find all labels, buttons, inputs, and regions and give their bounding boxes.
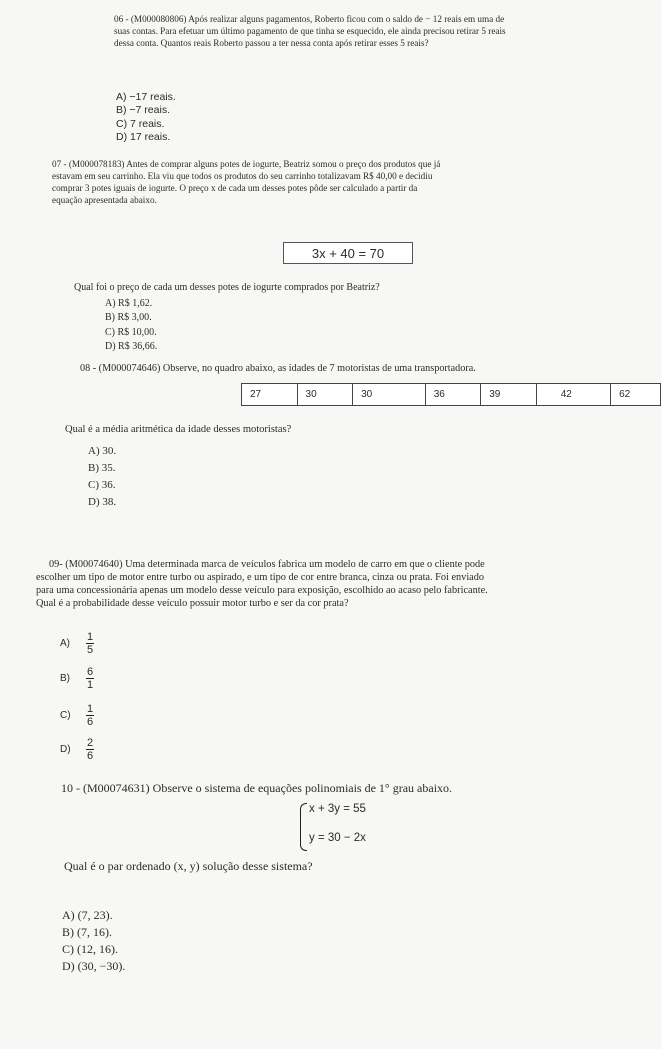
q07-option-a: A) R$ 1,62. bbox=[105, 298, 153, 309]
q09-statement-line1: 09- (M00074640) Uma determinada marca de veículos fabrica um modelo de carro em que o cliente pode bbox=[49, 559, 485, 570]
q07-question: Qual foi o preço de cada um desses potes de iogurte comprados por Beatriz? bbox=[74, 282, 380, 293]
q07-equation-box: 3x + 40 = 70 bbox=[283, 242, 413, 264]
q06-option-d: D) 17 reais. bbox=[116, 131, 171, 143]
age-cell: 30 bbox=[297, 384, 353, 406]
q09-option-b-label: B) bbox=[60, 673, 70, 684]
q07-option-b: B) R$ 3,00. bbox=[105, 312, 152, 323]
ages-row bbox=[242, 384, 661, 406]
q06-statement-line1: 06 - (M000080806) Após realizar alguns pagamentos, Roberto ficou com o saldo de − 12 reais em uma de bbox=[114, 14, 505, 24]
q08-option-d: D) 38. bbox=[88, 496, 117, 508]
age-cell: 62 bbox=[611, 384, 661, 406]
q07-statement-line2: estavam em seu carrinho. Ela viu que todos os produtos do seu carrinho totalizavam R$ 40,00 e decidiu bbox=[52, 171, 433, 181]
numerator: 1 bbox=[87, 631, 94, 643]
denominator: 1 bbox=[87, 679, 94, 691]
q10-option-c: C) (12, 16). bbox=[62, 942, 118, 956]
q08-option-a: A) 30. bbox=[88, 445, 117, 457]
q07-option-c: C) R$ 10,00. bbox=[105, 327, 157, 338]
q09-statement-line2: escolher um tipo de motor entre turbo ou aspirado, e um tipo de cor entre branca, cinza ou prata. Foi enviado bbox=[36, 572, 485, 583]
q10-option-d: D) (30, −30). bbox=[62, 959, 126, 973]
q09-option-c-fraction bbox=[86, 703, 94, 728]
q08-option-c: C) 36. bbox=[88, 479, 116, 491]
denominator: 5 bbox=[87, 644, 94, 656]
q07-statement-line1: 07 - (M000078183) Antes de comprar alguns potes de iogurte, Beatriz somou o preço dos produtos que já bbox=[52, 159, 441, 169]
q08-question: Qual é a média aritmética da idade desses motoristas? bbox=[65, 424, 292, 435]
q10-question: Qual é o par ordenado (x, y) solução desse sistema? bbox=[64, 859, 313, 873]
q06-statement-line2: suas contas. Para efetuar um último pagamento de que tinha se esquecido, ele ainda precisou retirar 5 reais bbox=[114, 26, 506, 36]
numerator: 6 bbox=[87, 666, 94, 678]
q07-statement-line4: equação apresentada abaixo. bbox=[52, 195, 157, 205]
q10-equation-2: y = 30 − 2x bbox=[309, 832, 366, 844]
numerator: 2 bbox=[87, 737, 94, 749]
q10-statement: 10 - (M00074631) Observe o sistema de equações polinomiais de 1° grau abaixo. bbox=[61, 781, 453, 795]
q06-option-c: C) 7 reais. bbox=[116, 118, 165, 130]
q10-option-a: A) (7, 23). bbox=[62, 908, 113, 922]
system-brace bbox=[300, 803, 307, 851]
denominator: 6 bbox=[87, 750, 94, 762]
q10-option-b: B) (7, 16). bbox=[62, 925, 112, 939]
denominator: 6 bbox=[87, 716, 94, 728]
q08-option-b: B) 35. bbox=[88, 462, 116, 474]
q09-option-b-fraction bbox=[86, 666, 94, 691]
ages-table bbox=[241, 383, 661, 406]
q09-question: Qual é a probabilidade desse veículo possuir motor turbo e ser da cor prata? bbox=[36, 598, 349, 609]
q07-option-d: D) R$ 36,66. bbox=[105, 341, 158, 352]
q06-option-a: A) −17 reais. bbox=[116, 91, 176, 103]
q09-option-d-label: D) bbox=[60, 744, 71, 755]
q09-option-a-label: A) bbox=[60, 638, 70, 649]
q06-option-b: B) −7 reais. bbox=[116, 104, 170, 116]
age-cell: 30 bbox=[353, 384, 426, 406]
q09-option-d-fraction bbox=[86, 737, 94, 762]
q09-option-c-label: C) bbox=[60, 710, 71, 721]
q07-statement-line3: comprar 3 potes iguais de iogurte. O preço x de cada um desses potes pôde ser calculado a partir da bbox=[52, 183, 418, 193]
q10-equation-1: x + 3y = 55 bbox=[309, 803, 366, 815]
age-cell: 39 bbox=[481, 384, 537, 406]
numerator: 1 bbox=[87, 703, 94, 715]
age-cell: 36 bbox=[425, 384, 481, 406]
q09-option-a-fraction bbox=[86, 631, 94, 656]
age-cell: 27 bbox=[242, 384, 298, 406]
q06-statement-line3: dessa conta. Quantos reais Roberto passou a ter nessa conta após retirar esses 5 reais? bbox=[114, 38, 429, 48]
q09-statement-line3: para uma concessionária apenas um modelo desse veículo para exposição, escolhido ao acaso pelo fabricante. bbox=[36, 585, 488, 596]
q08-statement: 08 - (M000074646) Observe, no quadro abaixo, as idades de 7 motoristas de uma transportadora. bbox=[80, 363, 476, 374]
age-cell: 42 bbox=[536, 384, 610, 406]
